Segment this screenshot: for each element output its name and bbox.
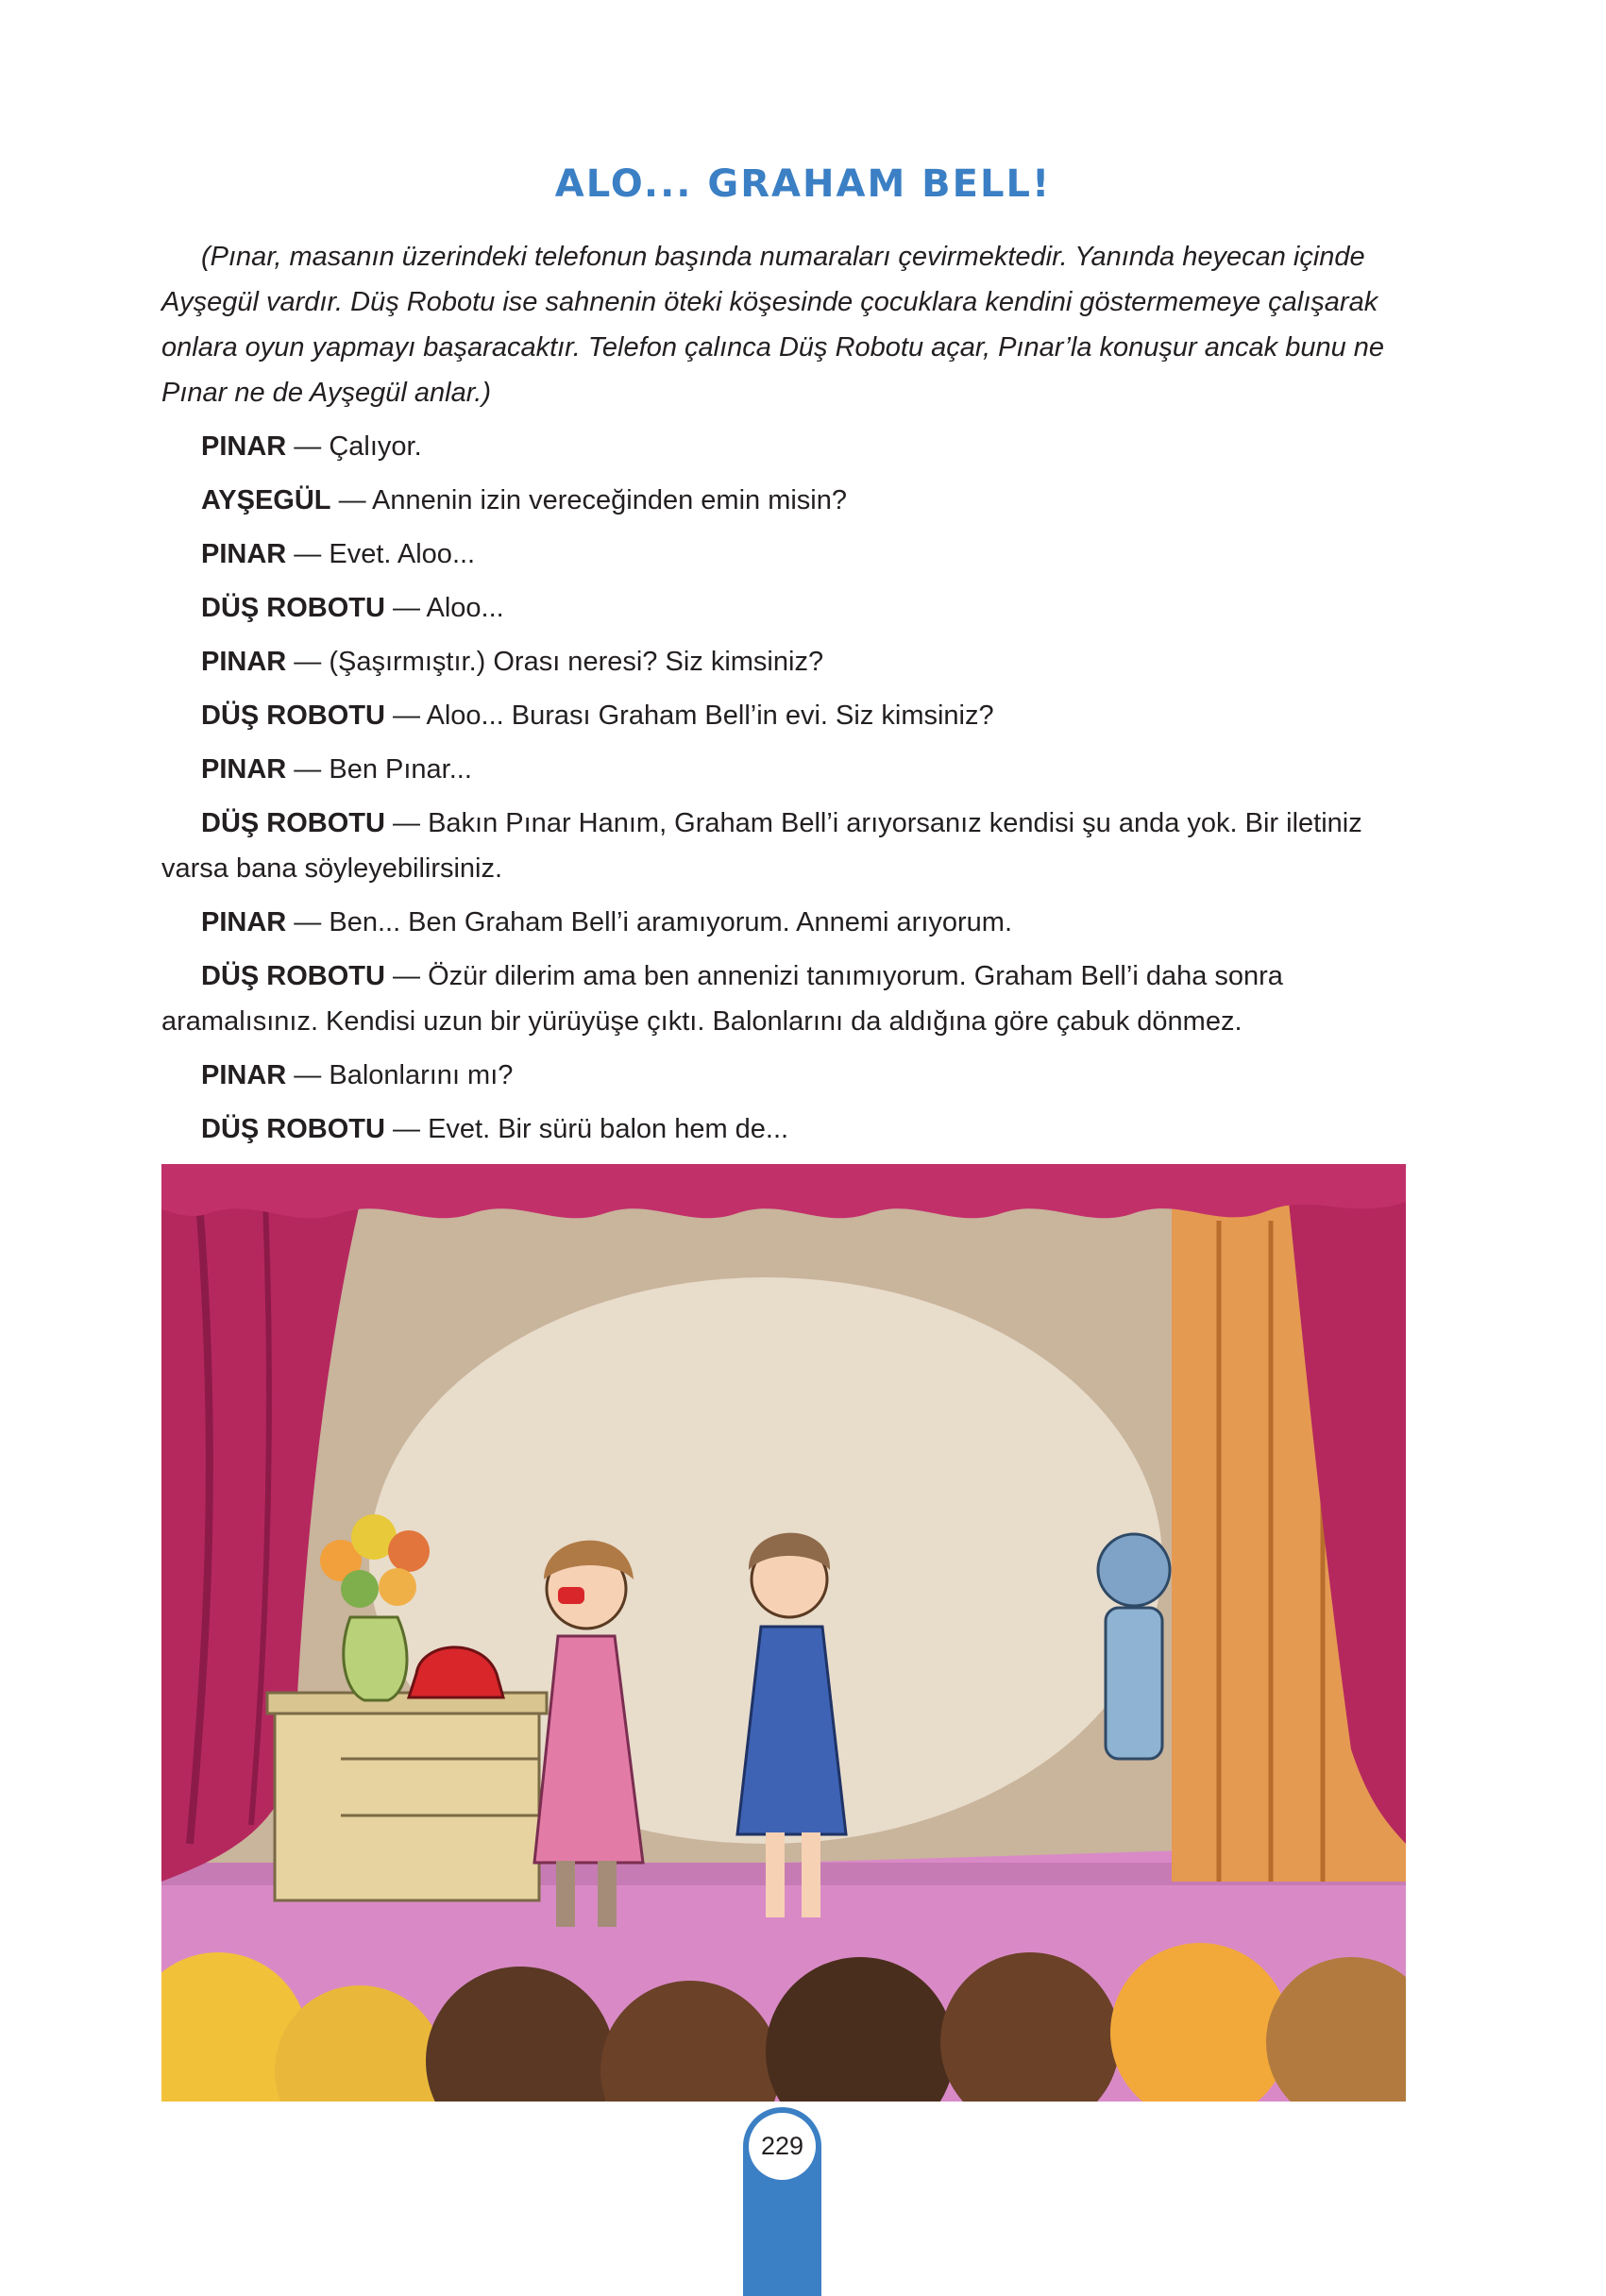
flower bbox=[379, 1568, 416, 1606]
stage-direction: (Pınar, masanın üzerindeki telefonun başında numaraları çevirmektedir. Yanında heyecan içinde Ayşegül vardır. Düş Robotu ise sahnenin öteki köşesinde çocuklara kendini göstermemeye çalışarak onlara oyun yapmayı başaracaktır. Telefon çalınca Düş Robotu açar, Pınar’la konuşur ancak bunu ne Pınar ne de Ayşegül anlar.) bbox=[161, 242, 1385, 408]
stage-illustration bbox=[161, 1164, 1406, 2102]
dialogue-line bbox=[161, 639, 1406, 684]
line-text: — Aloo... bbox=[393, 593, 504, 623]
page-title: ALO... GRAHAM BELL! bbox=[554, 162, 1052, 206]
dialogue-list bbox=[161, 424, 1406, 1152]
flower bbox=[388, 1530, 430, 1572]
play-text bbox=[161, 234, 1406, 1160]
line-text: — Annenin izin vereceğinden emin misin? bbox=[338, 485, 848, 515]
line-text: — Evet. Bir sürü balon hem de... bbox=[393, 1114, 789, 1144]
dialogue-line bbox=[161, 747, 1406, 792]
speaker-name: DÜŞ ROBOTU bbox=[201, 961, 385, 991]
dialogue-line bbox=[161, 478, 1406, 523]
girl-leg bbox=[766, 1832, 785, 1917]
line-text: — Ben Pınar... bbox=[294, 754, 472, 785]
stage-scene bbox=[161, 1164, 1406, 2102]
dialogue-line bbox=[161, 801, 1406, 891]
page-number: 229 bbox=[749, 2113, 816, 2180]
girl-leg bbox=[556, 1861, 575, 1927]
dialogue-line bbox=[161, 693, 1406, 738]
girl-leg bbox=[598, 1861, 617, 1927]
robot-head bbox=[1098, 1534, 1170, 1606]
dialogue-line bbox=[161, 1106, 1406, 1152]
line-text: — Çalıyor. bbox=[294, 431, 422, 462]
speaker-name: DÜŞ ROBOTU bbox=[201, 593, 385, 623]
dialogue-line bbox=[161, 1053, 1406, 1098]
dresser-top bbox=[267, 1693, 547, 1714]
girl-leg bbox=[802, 1832, 820, 1917]
line-text: — Bakın Pınar Hanım, Graham Bell’i arıyorsanız kendisi şu anda yok. Bir iletiniz varsa bana söyleyebilirsiniz. bbox=[161, 808, 1362, 884]
dialogue-line bbox=[161, 424, 1406, 469]
line-text: — (Şaşırmıştır.) Orası neresi? Siz kimsiniz? bbox=[294, 647, 824, 677]
line-text: — Ben... Ben Graham Bell’i aramıyorum. Annemi arıyorum. bbox=[294, 907, 1013, 937]
dialogue-line bbox=[161, 532, 1406, 577]
speaker-name: PINAR bbox=[201, 431, 287, 462]
speaker-name: DÜŞ ROBOTU bbox=[201, 1114, 385, 1144]
speaker-name: DÜŞ ROBOTU bbox=[201, 701, 385, 731]
speaker-name: PINAR bbox=[201, 539, 287, 569]
line-text: — Balonlarını mı? bbox=[294, 1060, 514, 1090]
dialogue-line bbox=[161, 585, 1406, 631]
speaker-name: PINAR bbox=[201, 907, 287, 937]
speaker-name: DÜŞ ROBOTU bbox=[201, 808, 385, 838]
dialogue-line bbox=[161, 900, 1406, 945]
speaker-name: PINAR bbox=[201, 1060, 287, 1090]
speaker-name: PINAR bbox=[201, 647, 287, 677]
dresser bbox=[275, 1707, 539, 1900]
speaker-name: AYŞEGÜL bbox=[201, 485, 331, 515]
line-text: — Özür dilerim ama ben annenizi tanımıyorum. Graham Bell’i daha sonra aramalısınız. Kendisi uzun bir yürüyüşe çıktı. Balonlarını da aldığına göre çabuk dönmez. bbox=[161, 961, 1283, 1037]
speaker-name: PINAR bbox=[201, 754, 287, 785]
flower bbox=[341, 1570, 379, 1608]
handset bbox=[558, 1587, 584, 1604]
line-text: — Evet. Aloo... bbox=[294, 539, 476, 569]
vase bbox=[344, 1617, 407, 1700]
line-text: — Aloo... Burası Graham Bell’in evi. Siz kimsiniz? bbox=[393, 701, 994, 731]
dialogue-line bbox=[161, 954, 1406, 1044]
robot-body bbox=[1106, 1608, 1162, 1759]
